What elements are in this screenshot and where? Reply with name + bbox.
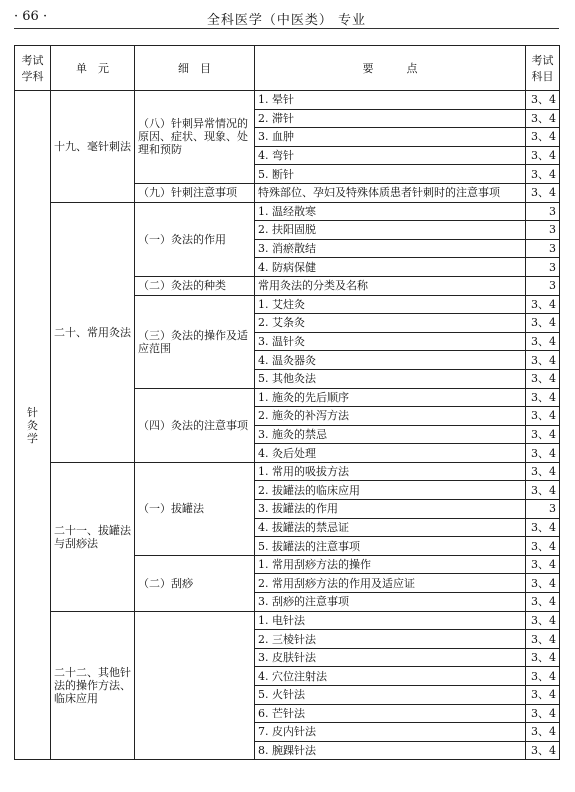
point-cell: 5. 断针 (255, 165, 526, 184)
header-score: 考试 科目 (526, 46, 560, 91)
score-cell: 3、4 (526, 462, 560, 481)
score-cell: 3 (526, 500, 560, 519)
score-cell: 3、4 (526, 91, 560, 110)
score-cell: 3、4 (526, 630, 560, 649)
score-cell: 3、4 (526, 109, 560, 128)
score-cell: 3、4 (526, 332, 560, 351)
table-row (15, 91, 560, 110)
detail-cell: （九）针刺注意事项 (135, 183, 255, 202)
point-cell: 2. 三棱针法 (255, 630, 526, 649)
point-cell: 4. 弯针 (255, 146, 526, 165)
point-cell: 3. 拔罐法的作用 (255, 500, 526, 519)
detail-cell: （二）刮痧 (135, 555, 255, 611)
table-header-row (15, 46, 560, 91)
detail-cell: （三）灸法的操作及适应范围 (135, 295, 255, 388)
score-cell: 3、4 (526, 518, 560, 537)
subject-cell: 针 灸 学 (15, 91, 51, 760)
detail-cell (135, 611, 255, 760)
score-cell: 3、4 (526, 388, 560, 407)
score-cell: 3、4 (526, 574, 560, 593)
point-cell: 5. 火针法 (255, 686, 526, 705)
score-cell: 3、4 (526, 723, 560, 742)
point-cell: 2. 施灸的补泻方法 (255, 407, 526, 426)
score-cell: 3、4 (526, 648, 560, 667)
detail-cell: （二）灸法的种类 (135, 276, 255, 295)
point-cell: 3. 刮痧的注意事项 (255, 593, 526, 612)
detail-cell: （四）灸法的注意事项 (135, 388, 255, 462)
page-header (14, 6, 559, 28)
point-cell: 常用灸法的分类及名称 (255, 276, 526, 295)
score-cell: 3、4 (526, 351, 560, 370)
unit-cell: 二十、常用灸法 (51, 202, 135, 462)
score-cell: 3、4 (526, 704, 560, 723)
score-cell: 3、4 (526, 741, 560, 760)
point-cell: 1. 常用刮痧方法的操作 (255, 555, 526, 574)
score-cell: 3、4 (526, 407, 560, 426)
header-points: 要 点 (255, 46, 526, 91)
score-cell: 3、4 (526, 537, 560, 556)
unit-cell: 二十二、其他针法的操作方法、临床应用 (51, 611, 135, 760)
point-cell: 1. 常用的吸拔方法 (255, 462, 526, 481)
point-cell: 5. 其他灸法 (255, 369, 526, 388)
score-cell: 3、4 (526, 425, 560, 444)
score-cell: 3、4 (526, 667, 560, 686)
score-cell: 3、4 (526, 555, 560, 574)
header-detail: 细 目 (135, 46, 255, 91)
syllabus-table (14, 45, 560, 760)
point-cell: 4. 拔罐法的禁忌证 (255, 518, 526, 537)
point-cell: 4. 穴位注射法 (255, 667, 526, 686)
point-cell: 1. 施灸的先后顺序 (255, 388, 526, 407)
score-cell: 3、4 (526, 611, 560, 630)
point-cell: 特殊部位、孕妇及特殊体质患者针刺时的注意事项 (255, 183, 526, 202)
score-cell: 3、4 (526, 593, 560, 612)
detail-cell: （八）针刺异常情况的原因、症状、现象、处理和预防 (135, 91, 255, 184)
point-cell: 7. 皮内针法 (255, 723, 526, 742)
point-cell: 3. 消瘀散结 (255, 239, 526, 258)
table-row (15, 462, 560, 481)
score-cell: 3、4 (526, 295, 560, 314)
point-cell: 3. 温针灸 (255, 332, 526, 351)
point-cell: 1. 电针法 (255, 611, 526, 630)
table-row (15, 611, 560, 630)
point-cell: 6. 芒针法 (255, 704, 526, 723)
score-cell: 3、4 (526, 165, 560, 184)
point-cell: 1. 艾炷灸 (255, 295, 526, 314)
point-cell: 4. 灸后处理 (255, 444, 526, 463)
point-cell: 3. 皮肤针法 (255, 648, 526, 667)
page-title: 全科医学（中医类） 专业 (206, 13, 367, 28)
score-cell: 3、4 (526, 314, 560, 333)
score-cell: 3、4 (526, 686, 560, 705)
point-cell: 2. 滞针 (255, 109, 526, 128)
point-cell: 2. 扶阳固脱 (255, 221, 526, 240)
detail-cell: （一）灸法的作用 (135, 202, 255, 276)
score-cell: 3 (526, 202, 560, 221)
point-cell: 2. 艾条灸 (255, 314, 526, 333)
score-cell: 3、4 (526, 481, 560, 500)
point-cell: 2. 拔罐法的临床应用 (255, 481, 526, 500)
score-cell: 3、4 (526, 444, 560, 463)
header-subject: 考试 学科 (15, 46, 51, 91)
unit-cell: 二十一、拔罐法与刮痧法 (51, 462, 135, 611)
point-cell: 4. 防病保健 (255, 258, 526, 277)
point-cell: 4. 温灸器灸 (255, 351, 526, 370)
score-cell: 3、4 (526, 183, 560, 202)
score-cell: 3 (526, 221, 560, 240)
table-row (15, 202, 560, 221)
score-cell: 3、4 (526, 146, 560, 165)
point-cell: 1. 晕针 (255, 91, 526, 110)
score-cell: 3、4 (526, 128, 560, 147)
header-unit: 单 元 (51, 46, 135, 91)
unit-cell: 十九、毫针刺法 (51, 91, 135, 203)
point-cell: 2. 常用刮痧方法的作用及适应证 (255, 574, 526, 593)
point-cell: 5. 拔罐法的注意事项 (255, 537, 526, 556)
table-body (15, 91, 560, 760)
score-cell: 3、4 (526, 369, 560, 388)
point-cell: 8. 腕踝针法 (255, 741, 526, 760)
point-cell: 1. 温经散寒 (255, 202, 526, 221)
point-cell: 3. 施灸的禁忌 (255, 425, 526, 444)
point-cell: 3. 血肿 (255, 128, 526, 147)
header-rule (14, 28, 559, 29)
page-number: · 66 · (14, 9, 48, 24)
score-cell: 3 (526, 258, 560, 277)
detail-cell: （一）拔罐法 (135, 462, 255, 555)
score-cell: 3 (526, 276, 560, 295)
score-cell: 3 (526, 239, 560, 258)
